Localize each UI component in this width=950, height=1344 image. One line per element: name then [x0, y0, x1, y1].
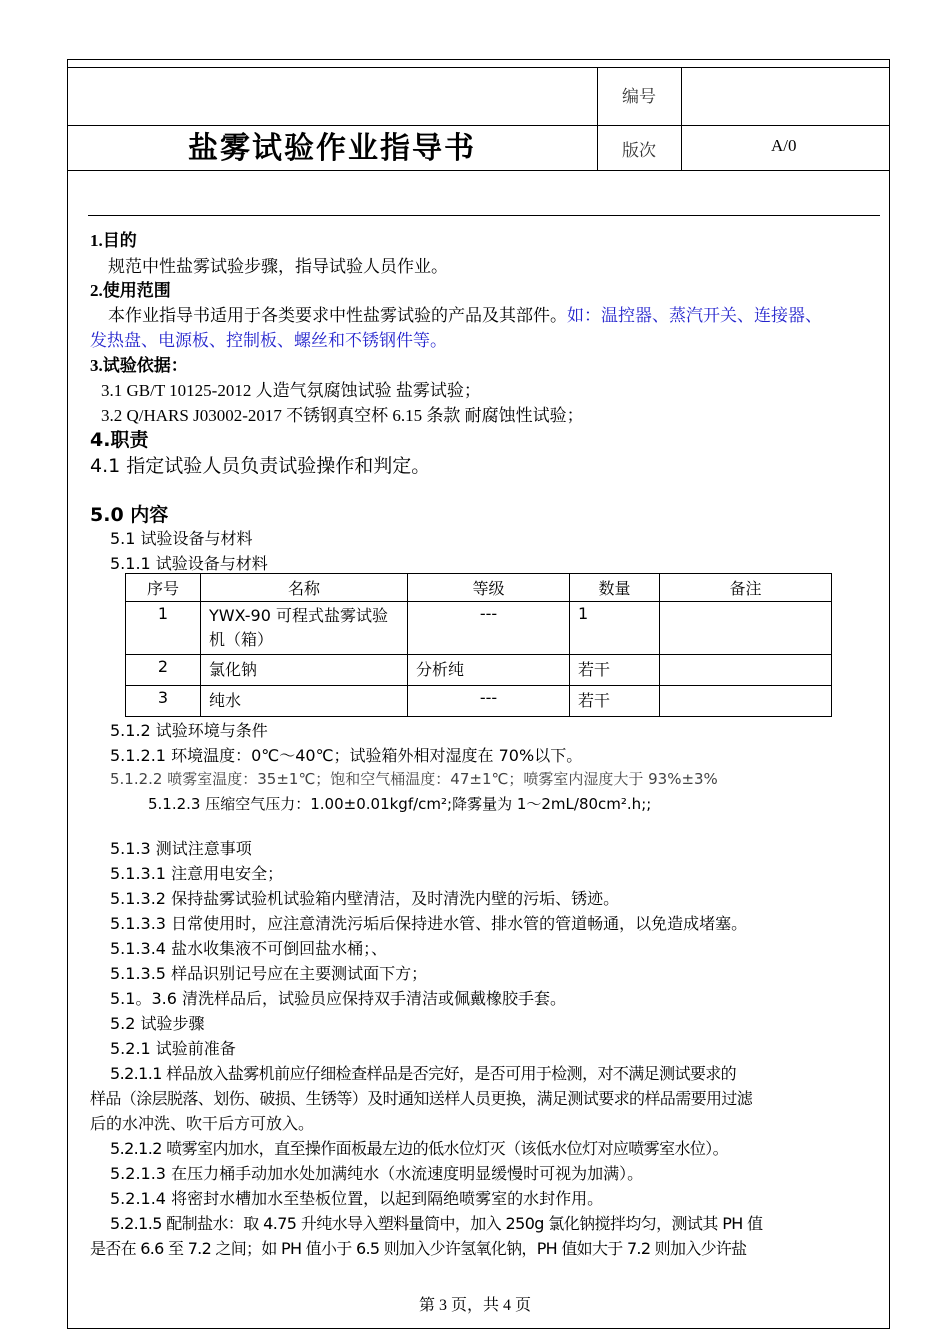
table-row: [126, 655, 832, 686]
section-5-1-3-2: 5.1.3.2 保持盐雾试验机试验箱内壁清洁，及时清洗内壁的污垢、锈迹。: [110, 889, 620, 908]
section-5-2-1-5-line-2: 是否在 6.6 至 7.2 之间；如 PH 值小于 6.5 则加入少许氢氧化钠，PH 值如大于 7.2 则加入少许盐: [90, 1239, 747, 1258]
page-footer: 第 3 页，共 4 页: [418, 1297, 531, 1314]
equipment-table: [125, 573, 832, 717]
section-5-2: 5.2 试验步骤: [110, 1014, 205, 1033]
section-2-text: [108, 301, 822, 326]
section-4-item-1: 4.1 指定试验人员负责试验操作和判定。: [90, 455, 431, 477]
section-5-1-1: 5.1.1 试验设备与材料: [110, 554, 268, 573]
section-5-1-3-3: 5.1.3.3 日常使用时，应注意清洗污垢后保持进水管、排水管的管道畅通，以免造成堵塞。: [110, 914, 748, 933]
table-header-grade: 等级: [408, 574, 570, 602]
table-header-qty: 数量: [570, 574, 660, 602]
table-header-name: 名称: [201, 574, 408, 602]
content-top-rule: [88, 215, 880, 216]
table-row: [126, 602, 832, 655]
section-5-2-1-1-line-1: 5.2.1.1 样品放入盐雾机前应仔细检查样品是否完好，是否可用于检测，对不满足测试要求的: [110, 1064, 737, 1083]
section-2-title: 2.使用范围: [90, 281, 171, 300]
table-header-note: 备注: [660, 574, 832, 602]
section-5-1-3-4: 5.1.3.4 盐水收集液不可倒回盐水桶；、: [110, 939, 388, 958]
table-cell-note: [660, 686, 832, 717]
title-top-rule: [67, 125, 597, 126]
section-5-2-1-1-line-2: 样品（涂层脱落、划伤、破损、生锈等）及时通知送样人员更换，满足测试要求的样品需要用过滤: [90, 1089, 753, 1108]
table-cell-grade: 分析纯: [408, 655, 570, 686]
section-2-text-c: 发热盘、电源板、控制板、螺丝和不锈钢件等。: [90, 331, 447, 350]
section-5-1-2: 5.1.2 试验环境与条件: [110, 721, 268, 740]
section-3-title: 3.试验依据：: [90, 356, 188, 375]
section-2-text-a: 本作业指导书适用于各类要求中性盐雾试验的产品及其部件。: [108, 306, 567, 325]
section-5-1: 5.1 试验设备与材料: [110, 529, 253, 548]
table-cell-note: [660, 602, 832, 655]
table-cell-name: YWX-90 可程式盐雾试验机（箱）: [201, 602, 408, 655]
section-5-1-2-3: 5.1.2.3 压缩空气压力：1.00±0.01kgf/cm²;降雾量为 1～2mL/80cm².h;;: [148, 795, 652, 813]
document-title: 盐雾试验作业指导书: [188, 131, 476, 166]
table-row: [126, 686, 832, 717]
version-label: 版次: [622, 141, 656, 161]
version-value: A/0: [771, 136, 797, 155]
table-cell-qty: 若干: [570, 686, 660, 717]
section-5-2-1-4: 5.2.1.4 将密封水槽加水至垫板位置，以起到隔绝喷雾室的水封作用。: [110, 1189, 604, 1208]
section-5-1-2-1: 5.1.2.1 环境温度：0℃～40℃；试验箱外相对湿度在 70%以下。: [110, 746, 583, 765]
section-5-2-1-3: 5.2.1.3 在压力桶手动加水处加满纯水（水流速度明显缓慢时可视为加满）。: [110, 1164, 644, 1183]
section-5-1-3-6: 5.1。3.6 清洗样品后，试验员应保持双手清洁或佩戴橡胶手套。: [110, 989, 566, 1008]
table-cell-grade: ---: [408, 602, 570, 655]
section-3-item-1: 3.1 GB/T 10125-2012 人造气氛腐蚀试验 盐雾试验；: [101, 381, 481, 400]
header-top-rule: [67, 67, 890, 68]
section-5-1-3-5: 5.1.3.5 样品识别记号应在主要测试面下方；: [110, 964, 428, 983]
table-cell-no: 2: [126, 655, 201, 686]
section-5-1-3-1: 5.1.3.1 注意用电安全；: [110, 864, 284, 883]
table-cell-qty: 1: [570, 602, 660, 655]
section-4-title: 4.职责: [90, 429, 149, 451]
table-cell-name: 氯化钠: [201, 655, 408, 686]
section-5-1-3: 5.1.3 测试注意事项: [110, 839, 252, 858]
section-5-2-1-1-line-3: 后的水冲洗、吹干后方可放入。: [90, 1114, 315, 1133]
table-cell-no: 1: [126, 602, 201, 655]
header-mid-rule: [597, 125, 890, 126]
table-header-row: [126, 574, 832, 602]
section-5-title: 5.0 内容: [90, 504, 169, 526]
section-1-text: 规范中性盐雾试验步骤，指导试验人员作业。: [108, 257, 448, 276]
number-label: 编号: [622, 87, 656, 107]
table-header-no: 序号: [126, 574, 201, 602]
section-1-title: 1.目的: [90, 231, 137, 250]
table-cell-name: 纯水: [201, 686, 408, 717]
header-divider-1: [597, 67, 598, 171]
table-cell-no: 3: [126, 686, 201, 717]
section-5-2-1-5-line-1: 5.2.1.5 配制盐水：取 4.75 升纯水导入塑料量筒中，加入 250g 氯化钠搅拌均匀，测试其 PH 值: [110, 1214, 763, 1233]
table-cell-qty: 若干: [570, 655, 660, 686]
table-cell-grade: ---: [408, 686, 570, 717]
section-2-text-b: 如：温控器、蒸汽开关、连接器、: [567, 306, 822, 325]
section-5-2-1: 5.2.1 试验前准备: [110, 1039, 236, 1058]
section-5-1-2-2: 5.1.2.2 喷雾室温度：35±1℃；饱和空气桶温度：47±1℃；喷雾室内湿度大于 93%±3%: [110, 770, 718, 788]
table-cell-note: [660, 655, 832, 686]
header-divider-2: [681, 67, 682, 171]
section-3-item-2: 3.2 Q/HARS J03002-2017 不锈钢真空杯 6.15 条款 耐腐蚀性试验；: [101, 406, 584, 425]
section-5-2-1-2: 5.2.1.2 喷雾室内加水，直至操作面板最左边的低水位灯灭（该低水位灯对应喷雾室水位）。: [110, 1139, 729, 1158]
